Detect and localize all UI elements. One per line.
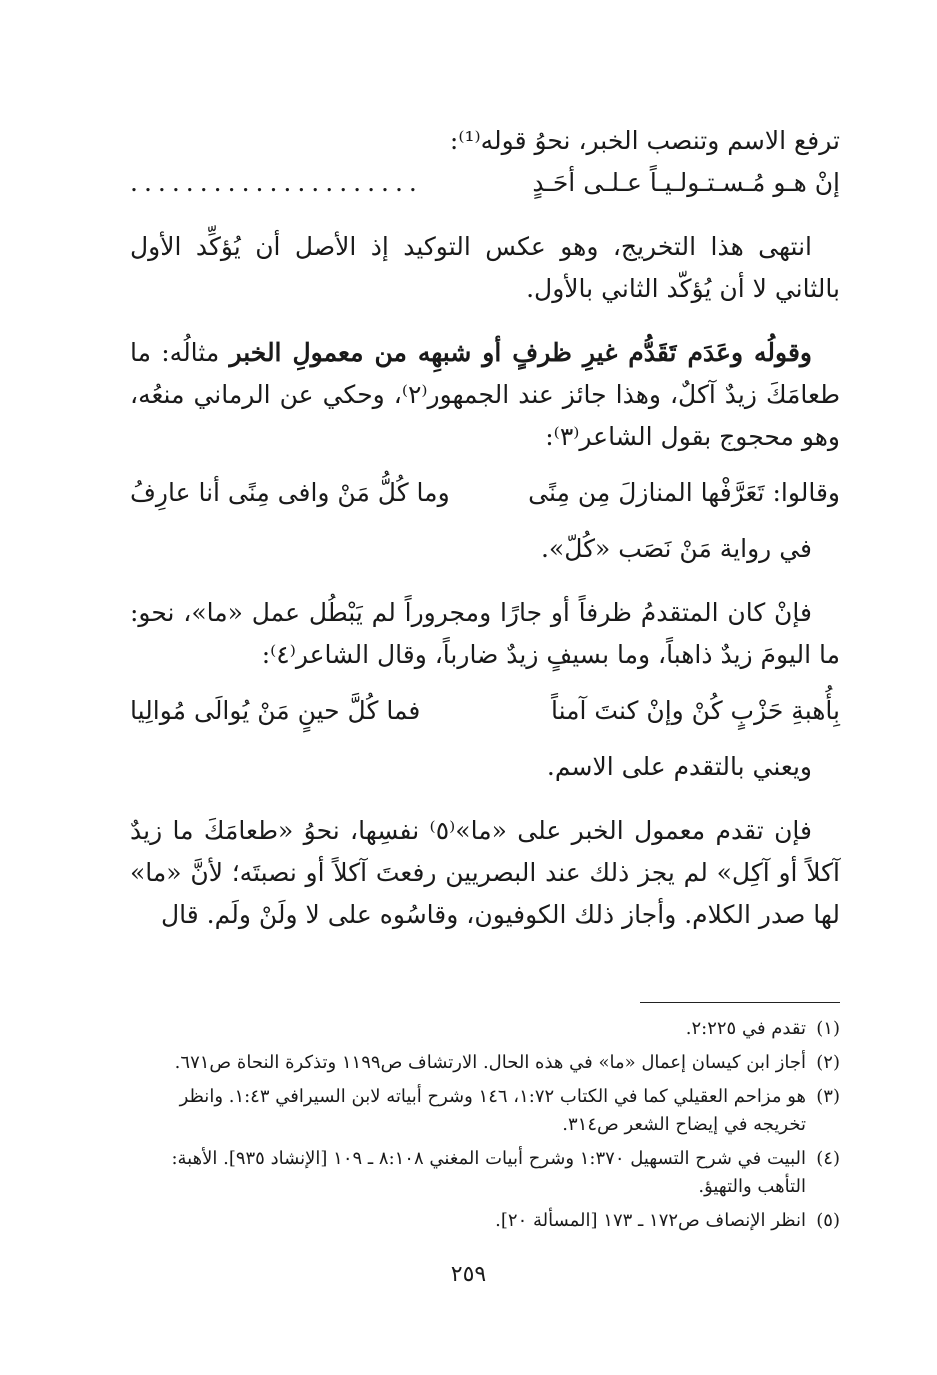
paragraph-3 [130, 332, 840, 458]
footnotes [130, 1002, 840, 1241]
paragraph-5: فإن تقدم معمول الخبر على «ما»⁽٥⁾ نفسِها، نحوُ «طعامَكَ ما زيدٌ آكلاً أو آكِل» لم يجز ذلك عند البصريين رفعتَ آكلاً أو نصبتَه؛ لأنَّ «ما» لها صدر الكلام. وأجاز ذلك الكوفيون، وقاسُوه على لا ولَنْ ولَم. قال [130, 816, 840, 929]
paragraph-2: انتهى هذا التخريج، وهو عكس التوكيد إذ الأصل أن يُؤكِّد الأول بالثاني لا أن يُؤكّد الثاني بالأول. [130, 232, 840, 303]
verse-3-hemistich-2: فما كُلَّ حينٍ مَنْ يُوالَى مُوالِيا [130, 696, 421, 725]
verse-2 [130, 472, 840, 514]
footnote-text: تقدم في ٢:٢٢٥. [685, 1018, 806, 1039]
footnote-1 [130, 1015, 840, 1043]
footnote-3 [130, 1083, 840, 1139]
footnote-text: هو مزاحم العقيلي كما في الكتاب ١:٧٢، ١٤٦ وشرح أبياته لابن السيرافي ١:٤٣. وانظر تخريجه في إيضاح الشعر ص٣١٤. [179, 1086, 806, 1135]
footnote-divider [640, 1002, 840, 1003]
footnote-text: انظر الإنصاف ص١٧٢ ـ ١٧٣ [المسألة ٢٠]. [495, 1210, 806, 1231]
footnote-text: البيت في شرح التسهيل ١:٣٧٠ وشرح أبيات المغني ٨:١٠٨ ـ ١٠٩ [الإنشاد ٩٣٥]. الأهبة: التأهب والتهيؤ. [171, 1148, 806, 1197]
footnote-number: (٢) [816, 1052, 840, 1073]
paragraph-3-heading: وقولُه وعَدَم تَقَدُّم غيرِ ظرفٍ أو شبهِه من معمولِ الخبر [229, 338, 812, 367]
intro-line: ترفع الاسم وتنصب الخبر، نحوُ قوله⁽¹⁾: [449, 126, 840, 155]
footnote-4 [130, 1145, 840, 1201]
verse-2-hemistich-2: وما كُلُّ مَنْ وافى مِنًى أنا عارِفُ [130, 478, 450, 507]
footnote-text: أجاز ابن كيسان إعمال «ما» في هذه الحال. الارتشاف ص١١٩٩ وتذكرة النحاة ص٦٧١. [174, 1052, 806, 1073]
footnote-number: (٥) [816, 1210, 840, 1231]
verse-1-hemistich-2: ..................... [130, 168, 423, 197]
verse-1-hemistich-1: إنْ هـو مُـسـتـولـيـاً عـلـى أحَـدٍ [532, 168, 840, 197]
paragraph-3-text: مثالُه: ما طعامَكَ زيدٌ آكلٌ، وهذا جائز عند الجمهور⁽٢⁾، وحكي عن الرماني منعُه، وهو محجوج بقول الشاعر⁽٣⁾: [130, 338, 840, 451]
footnote-5 [130, 1207, 840, 1235]
footnote-number: (٣) [816, 1086, 840, 1107]
verse-3 [130, 690, 840, 732]
paragraph-4: فإنْ كان المتقدمُ ظرفاً أو جارًا ومجروراً لم يَبْطُل عمل «ما»، نحو: ما اليومَ زيدٌ ذاهباً، وما بسيفٍ زيدٌ ضارباً، وقال الشاعر⁽٤⁾: [130, 598, 840, 669]
footnote-number: (٤) [816, 1148, 840, 1169]
footnote-number: (١) [816, 1018, 840, 1039]
verse-3-hemistich-1: بِأُهبةِ حَزْبٍ كُنْ وإنْ كنتَ آمناً [550, 696, 840, 725]
page-number: ٢٥٩ [450, 1262, 487, 1287]
footnote-2 [130, 1049, 840, 1077]
verse-2-hemistich-1: وقالوا: تَعَرَّفْها المنازلَ مِن مِنًى [528, 478, 840, 507]
page-body [130, 120, 840, 936]
yani-line: ويعني بالتقدم على الاسم. [546, 752, 812, 781]
riwaya-line: في رواية مَنْ نَصَب «كُلّ». [540, 534, 812, 563]
verse-1 [130, 162, 840, 204]
